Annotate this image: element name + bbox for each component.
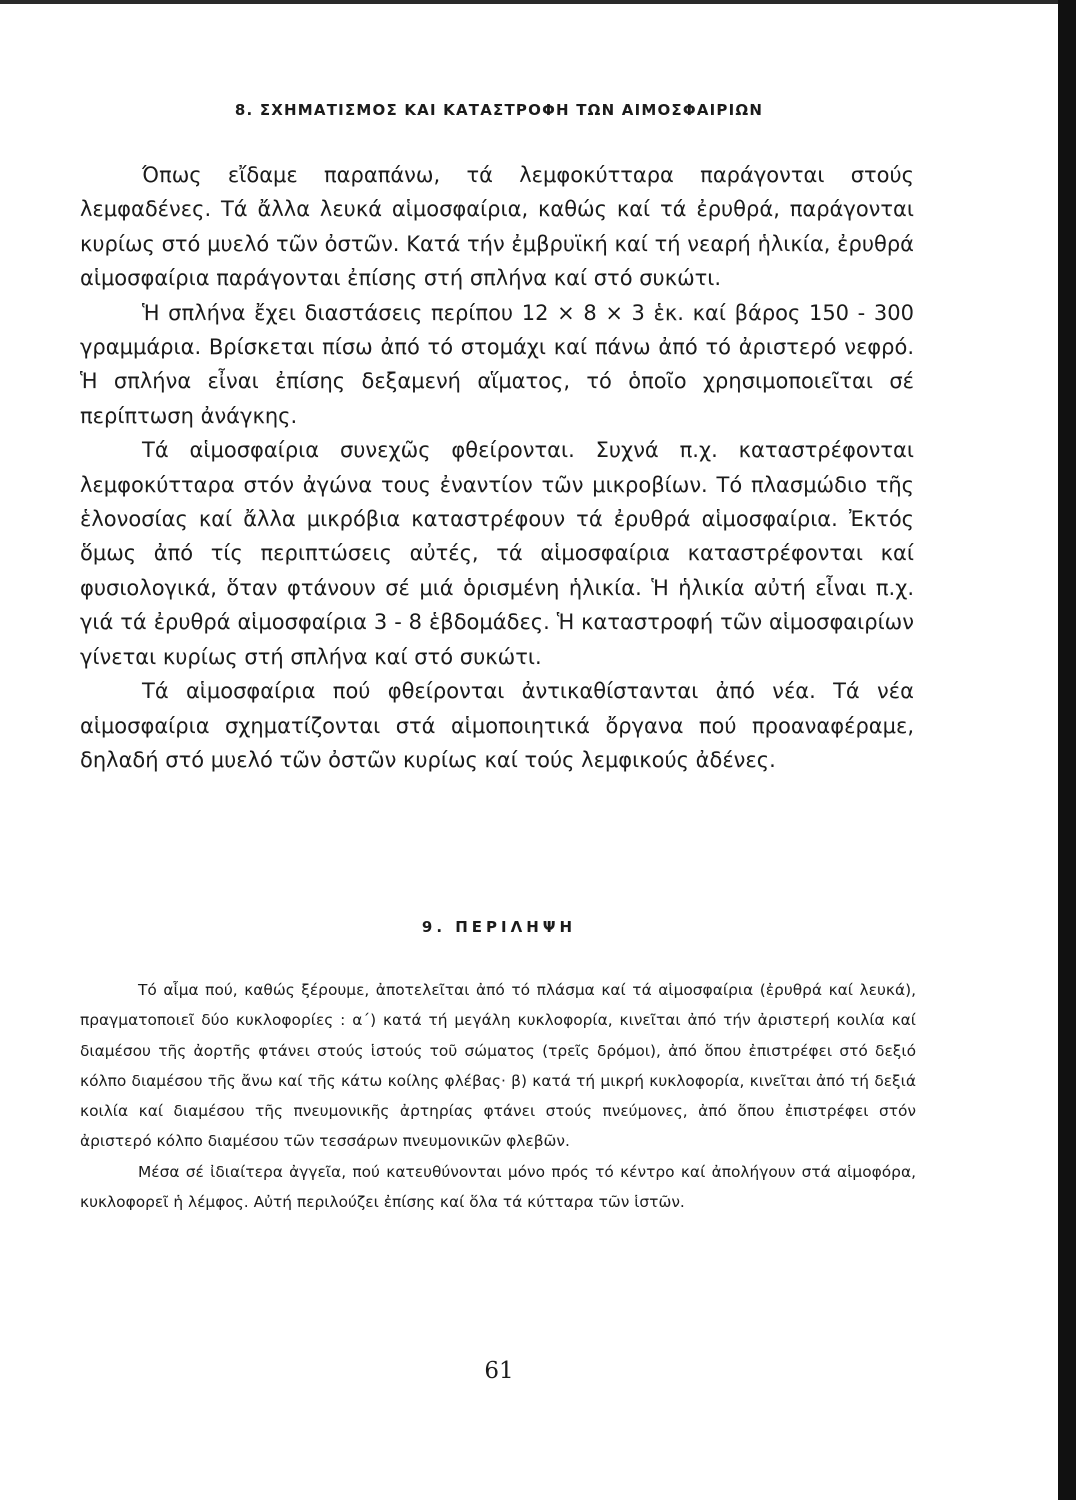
section-8-paragraph-1: Όπως εἴδαμε παραπάνω, τά λεμφοκύτταρα παράγονται στούς λεμφαδένες. Τά ἄλλα λευκά αἱμοσφαίρια, καθώς καί τά ἐρυθρά, παράγονται κυρίως στό μυελό τῶν ὀστῶν. Κατά τήν ἐμβρυϊκή καί τή νεαρή ἡλικία, ἐρυθρά αἱμοσφαίρια παράγονται ἐπίσης στή σπλήνα καί στό συκώτι. [80,163,914,291]
scan-edge-right [1058,0,1076,1500]
section-9-body [80,975,916,1217]
section-8-paragraph-4: Τά αἱμοσφαίρια πού φθείρονται ἀντικαθίστανται ἀπό νέα. Τά νέα αἱμοσφαίρια σχηματίζονται στά αἱμοποιητικά ὄργανα πού προαναφέραμε, δηλαδή στό μυελό τῶν ὀστῶν κυρίως καί τούς λεμφικούς ἀδένες. [80,679,914,772]
book-page [80,0,918,1500]
section-9-paragraph-1: Τό αἷμα πού, καθώς ξέρουμε, ἀποτελεῖται ἀπό τό πλάσμα καί τά αἱμοσφαίρια (ἐρυθρά καί λευκά), πραγματοποιεῖ δύο κυκλοφορίες : α΄) κατά τή μεγάλη κυκλοφορία, κινεῖται ἀπό τήν ἀριστερή κοιλία καί διαμέσου τῆς ἀορτῆς φτάνει στούς ἱστούς τοῦ σώματος (τρεῖς δρόμοι), ἀπό ὅπου ἐπιστρέφει στό δεξιό κόλπο διαμέσου τῆς ἄνω καί τῆς κάτω κοίλης φλέβας· β) κατά τή μικρή κυκλοφορία, κινεῖται ἀπό τή δεξιά κοιλία καί διαμέσου τῆς πνευμονικῆς ἀρτηρίας φτάνει στούς πνεύμονες, ἀπό ὅπου ἐπιστρέφει στόν ἀριστερό κόλπο διαμέσου τῶν τεσσάρων πνευμονικῶν φλεβῶν. [80,981,916,1151]
section-8-heading: 8. ΣΧΗΜΑΤΙΣΜΟΣ ΚΑΙ ΚΑΤΑΣΤΡΟΦΗ ΤΩΝ ΑΙΜΟΣΦΑΙΡΙΩΝ [234,101,764,119]
section-8-paragraph-2: Ἡ σπλήνα ἔχει διαστάσεις περίπου 12 × 8 × 3 ἑκ. καί βάρος 150 - 300 γραμμάρια. Βρίσκεται πίσω ἀπό τό στομάχι καί πάνω ἀπό τό ἀριστερό νεφρό. Ἡ σπλήνα εἶναι ἐπίσης δεξαμενή αἵματος, τό ὁποῖο χρησιμοποιεῖται σέ περίπτωση ἀνάγκης. [80,300,914,428]
section-9-heading: 9. ΠΕΡΙΛΗΨΗ [421,918,577,936]
section-9-paragraph-2: Μέσα σέ ἰδιαίτερα ἀγγεῖα, πού κατευθύνονται μόνο πρός τό κέντρο καί ἀπολήγουν στά αἱμοφόρα, κυκλοφορεῖ ἡ λέμφος. Αὐτή περιλούζει ἐπίσης καί ὅλα τά κύτταρα τῶν ἱστῶν. [80,1162,916,1212]
page-number: 61 [484,1358,514,1384]
section-8-body [80,158,914,777]
section-8-paragraph-3: Τά αἱμοσφαίρια συνεχῶς φθείρονται. Συχνά π.χ. καταστρέφονται λεμφοκύτταρα στόν ἀγώνα τους ἐναντίον τῶν μικροβίων. Τό πλασμώδιο τῆς ἑλονοσίας καί ἄλλα μικρόβια καταστρέφουν τά ἐρυθρά αἱμοσφαίρια. Ἐκτός ὅμως ἀπό τίς περιπτώσεις αὐτές, τά αἱμοσφαίρια καταστρέφονται καί φυσιολογικά, ὅταν φτάνουν σέ μιά ὁρισμένη ἡλικία. Ἡ ἡλικία αὐτή εἶναι π.χ. γιά τά ἐρυθρά αἱμοσφαίρια 3 - 8 ἑβδομάδες. Ἡ καταστροφή τῶν αἱμοσφαιρίων γίνεται κυρίως στή σπλήνα καί στό συκώτι. [80,438,914,669]
